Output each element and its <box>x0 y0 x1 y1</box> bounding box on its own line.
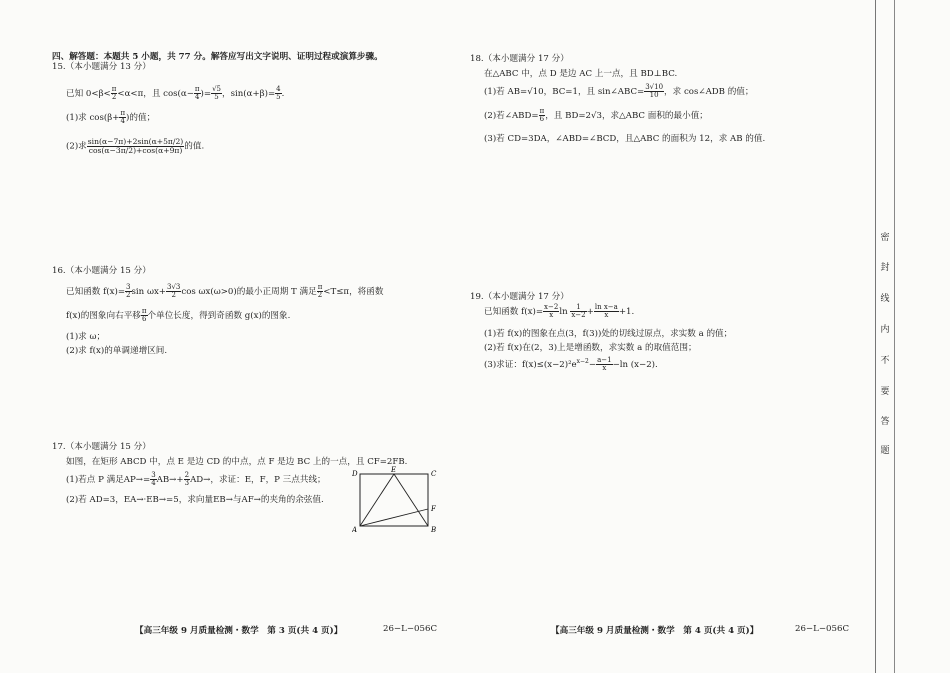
frac: $\frac{\pi}{6}$ <box>141 307 147 323</box>
binding-char: 封 <box>880 263 890 273</box>
label-d: D <box>352 470 358 478</box>
rect-abcd <box>360 474 428 526</box>
q16-part2: (2)求 f(x)的单调递增区间. <box>66 346 168 356</box>
frac: $\frac{\pi}{2}$ <box>111 85 117 101</box>
binding-char: 不 <box>880 356 890 366</box>
q18-part3: (3)若 CD=3DA，∠ABD=∠BCD，且△ABC 的面积为 12，求 AB 的值. <box>484 134 766 144</box>
frac: $\frac{1}{x-2}$ <box>571 303 586 319</box>
binding-line-inner <box>894 0 895 673</box>
label-e: E <box>391 466 397 474</box>
frac: $\frac{\text{ln x−a}}{x}$ <box>594 303 618 319</box>
q16-line1: 已知函数 f(x)= $\frac{3}{2}$ sin ωx+ $\frac{3√3}{2}$ cos ωx(ω>0)的最小正周期 T 满足 $\frac{\pi}{2}$ <T≤π，将函数 <box>66 283 384 299</box>
frac: $\frac{3}{2}$ <box>126 283 131 299</box>
q17-line1: 如图，在矩形 ABCD 中，点 E 是边 CD 的中点，点 F 是边 BC 上的一点，且 CF=2FB. <box>66 457 408 467</box>
frac: $\frac{2}{3}$ <box>184 471 190 487</box>
segment-af <box>360 509 428 526</box>
binding-char: 题 <box>880 446 890 456</box>
q18-line1: 在△ABC 中，点 D 是边 AC 上一点，且 BD⊥BC. <box>484 69 678 79</box>
label-a: A <box>352 526 358 534</box>
label-c: C <box>431 470 437 478</box>
frac: $\frac{x-2}{x}$ <box>544 303 559 319</box>
q17-part2: (2)若 AD=3，EA→·EB→=5，求向量EB→与AF→的夹角的余弦值. <box>66 495 324 505</box>
label-f: F <box>431 505 436 513</box>
rectangle-figure <box>352 466 438 540</box>
q16-part1: (1)求 ω； <box>66 332 106 342</box>
left-column <box>52 52 437 73</box>
big-frac: $\frac{\sin(\alpha-7\pi)+2\sin(\alpha+5\pi/2)}{\cos(\alpha-3\pi/2)+\cos(\alpha+9\pi)}$ <box>87 137 184 155</box>
section-heading: 四、解答题：本题共 5 小题，共 77 分。解答应写出文字说明、证明过程或演算步骤。 <box>52 52 383 62</box>
q18-head: 18.（本小题满分 17 分） <box>470 54 569 64</box>
q19-part1: (1)若 f(x)的图象在点(3，f(3))处的切线过原点，求实数 a 的值； <box>484 329 733 339</box>
footer-page-4: 【高三年级 9 月质量检测・数学 第 4 页(共 4 页)】 <box>551 626 759 636</box>
q16-line2: f(x)的图象向右平移 $\frac{\pi}{6}$ 个单位长度，得到奇函数 g(x)的图象. <box>66 307 291 323</box>
frac: $\frac{\pi}{4}$ <box>120 109 126 125</box>
q19-line1: 已知函数 f(x)= $\frac{x-2}{x}$ ln $\frac{1}{x-2}$ + $\frac{\text{ln x−a}}{x}$ +1. <box>484 303 635 319</box>
footer-code-left: 26−L−056C <box>383 624 438 634</box>
q19-part3: (3)求证：$f(x)\le(x-2)^2e^{x-2}-$ $\frac{a-1}{x}$ −ln (x−2). <box>484 356 658 372</box>
segment-be <box>394 474 428 526</box>
segment-ae <box>360 474 394 526</box>
q18-part1: (1)若 AB=√10，BC=1，且 sin∠ABC= $\frac{3√10}{10}$ ，求 cos∠ADB 的值； <box>484 83 754 99</box>
footer-code-right: 26−L−056C <box>795 624 850 634</box>
geometry-diagram <box>352 466 438 536</box>
frac: $\frac{3√10}{10}$ <box>645 83 664 99</box>
q17-part1: (1)若点 P 满足AP→= $\frac{3}{4}$ AB→+ $\frac{2}{3}$ AD→，求证：E，F，P 三点共线； <box>66 471 326 487</box>
frac: $\frac{√5}{5}$ <box>212 85 221 101</box>
frac: $\frac{a-1}{x}$ <box>597 356 612 372</box>
q17-head: 17.（本小题满分 15 分） <box>52 442 151 452</box>
binding-line-outer <box>875 0 876 673</box>
binding-char: 要 <box>880 387 890 397</box>
frac: $\frac{3}{4}$ <box>151 471 156 487</box>
q15-part1: (1)求 cos(β+ $\frac{\pi}{4}$ )的值； <box>66 109 156 125</box>
q15-given: 已知 0<β< $\frac{\pi}{2}$ <α<π，且 cos(α− $\frac{\pi}{4}$ )= $\frac{√5}{5}$ ，sin(α+β)= $\frac{4}{5}$ . <box>66 85 285 101</box>
binding-char: 答 <box>880 417 890 427</box>
label-b: B <box>431 526 437 534</box>
q15-head: 15.（本小题满分 13 分） <box>52 62 151 73</box>
q15-part2: (2)求 $\frac{\sin(\alpha-7\pi)+2\sin(\alpha+5\pi/2)}{\cos(\alpha-3\pi/2)+\cos(\alpha+9\pi)}$ 的值. <box>66 137 205 155</box>
binding-char: 线 <box>880 294 890 304</box>
frac: $\frac{4}{5}$ <box>276 85 281 101</box>
frac: $\frac{3√3}{2}$ <box>167 283 181 299</box>
q18-part2: (2)若∠ABD= $\frac{\pi}{6}$ ，且 BD=2√3，求△ABC 面积的最小值； <box>484 107 708 123</box>
frac: $\frac{\pi}{6}$ <box>539 107 545 123</box>
binding-char: 内 <box>880 325 890 335</box>
q19-head: 19.（本小题满分 17 分） <box>470 292 569 302</box>
frac: $\frac{\pi}{4}$ <box>194 85 200 101</box>
q19-part2: (2)若 f(x)在(2，3)上是增函数，求实数 a 的取值范围； <box>484 343 697 353</box>
q16-head: 16.（本小题满分 15 分） <box>52 266 151 276</box>
footer-page-3: 【高三年级 9 月质量检测・数学 第 3 页(共 4 页)】 <box>135 626 343 636</box>
binding-char: 密 <box>880 233 890 243</box>
frac: $\frac{\pi}{2}$ <box>317 283 323 299</box>
